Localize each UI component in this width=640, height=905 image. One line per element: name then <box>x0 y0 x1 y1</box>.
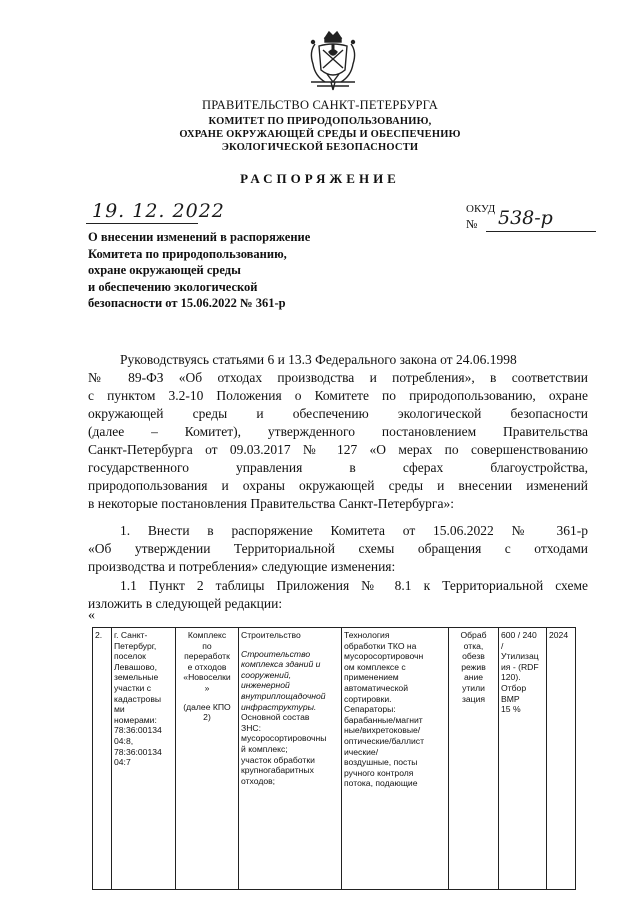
preamble-line: с пунктом 3.2-10 Положения о Комитете по природопользованию, охране <box>88 388 588 403</box>
subject-heading <box>88 229 398 312</box>
date-underline <box>86 223 198 224</box>
preamble-line: Санкт-Петербурга от 09.03.2017 № 127 «О мерах по совершенствованию <box>88 442 588 457</box>
committee-name-line: КОМИТЕТ ПО ПРИРОДОПОЛЬЗОВАНИЮ, <box>208 116 432 127</box>
cell-year: 2024 <box>547 628 576 890</box>
cell-object: Комплекс по переработк е отходов «Новоселки » (далее КПО 2) <box>176 628 239 890</box>
item-1-1-line: изложить в следующей редакции: <box>88 596 283 611</box>
item-1-1-line: 1.1 Пункт 2 таблицы Приложения № 8.1 к Территориальной схеме <box>120 578 588 593</box>
subject-line: О внесении изменений в распоряжение <box>88 230 311 244</box>
subject-line: и обеспечению экологической <box>88 279 258 294</box>
preamble-line: государственного управления в сферах благоустройства, <box>88 460 588 475</box>
cell-capacity: 600 / 240 / Утилизац ия - (RDF 120). Отбор ВМР 15 % <box>499 628 547 890</box>
okud-label: ОКУД <box>466 203 496 215</box>
table-row <box>93 628 576 890</box>
cell-processing-type: Обраб отка, обезв режив ание утили зация <box>449 628 499 890</box>
preamble-line: (далее – Комитет), утвержденного постановлением Правительства <box>88 424 588 439</box>
handwritten-number: 538-р <box>498 207 553 229</box>
number-underline <box>486 231 596 232</box>
preamble-paragraph <box>88 351 588 513</box>
item-1-1-paragraph <box>88 577 588 613</box>
committee-name-line: ЭКОЛОГИЧЕСКОЙ БЕЗОПАСНОСТИ <box>221 142 419 153</box>
subject-line: Комитета по природопользованию, <box>88 246 287 261</box>
preamble-line: природопользования и охраны окружающей среды и внесении изменений <box>88 478 588 493</box>
item-1-paragraph <box>88 522 588 576</box>
subject-line: охране окружающей среды <box>88 263 241 277</box>
preamble-line: в некоторые постановления Правительства Санкт-Петербурга»: <box>88 496 454 511</box>
number-label: № <box>466 217 478 231</box>
cell-number: 2. <box>93 628 112 890</box>
handwritten-date: 19. 12. 2022 <box>92 200 225 222</box>
cell-activity: Строительство Строительство комплекса зданий и сооружений, инженерной внутриплощадочной инфраструктуры. Основной состав ЗНС: мусоросортировочны й комплекс; участок обработки крупногабаритных отходов; <box>239 628 342 890</box>
item-1-line: 1. Внести в распоряжение Комитета от 15.06.2022 № 361-р <box>120 523 588 538</box>
opening-quote: « <box>88 608 95 623</box>
government-name: ПРАВИТЕЛЬСТВО САНКТ-ПЕТЕРБУРГА <box>202 98 438 112</box>
cell-location: г. Санкт- Петербург, поселок Левашово, земельные участки с кадастровы ми номерами: 78:36:00134 04:8, 78:36:00134 04:7 <box>112 628 176 890</box>
coat-of-arms-icon <box>305 30 361 92</box>
item-1-line: производства и потребления» следующие изменения: <box>88 559 396 574</box>
amendment-table <box>92 627 576 890</box>
subject-line: безопасности от 15.06.2022 № 361-р <box>88 296 286 310</box>
item-1-line: «Об утверждении Территориальной схемы обращения с отходами <box>88 541 588 556</box>
document-type-title: РАСПОРЯЖЕНИЕ <box>240 171 400 186</box>
committee-name-line: ОХРАНЕ ОКРУЖАЮЩЕЙ СРЕДЫ И ОБЕСПЕЧЕНИЮ <box>179 129 461 140</box>
preamble-line: Руководствуясь статьями 6 и 13.3 Федерального закона от 24.06.1998 <box>120 352 517 367</box>
preamble-line: № 89-ФЗ «Об отходах производства и потребления», в соответствии <box>88 370 588 385</box>
cell-technology: Технология обработки ТКО на мусоросортировочн ом комплексе с применением автоматической сортировки. Сепараторы: барабанные/магнит ные/вихретоковые/ оптические/баллист ические/ воздушные, посты ручного контроля потока, подающие <box>342 628 449 890</box>
preamble-line: окружающей среды и обеспечению экологической безопасности <box>88 406 588 421</box>
